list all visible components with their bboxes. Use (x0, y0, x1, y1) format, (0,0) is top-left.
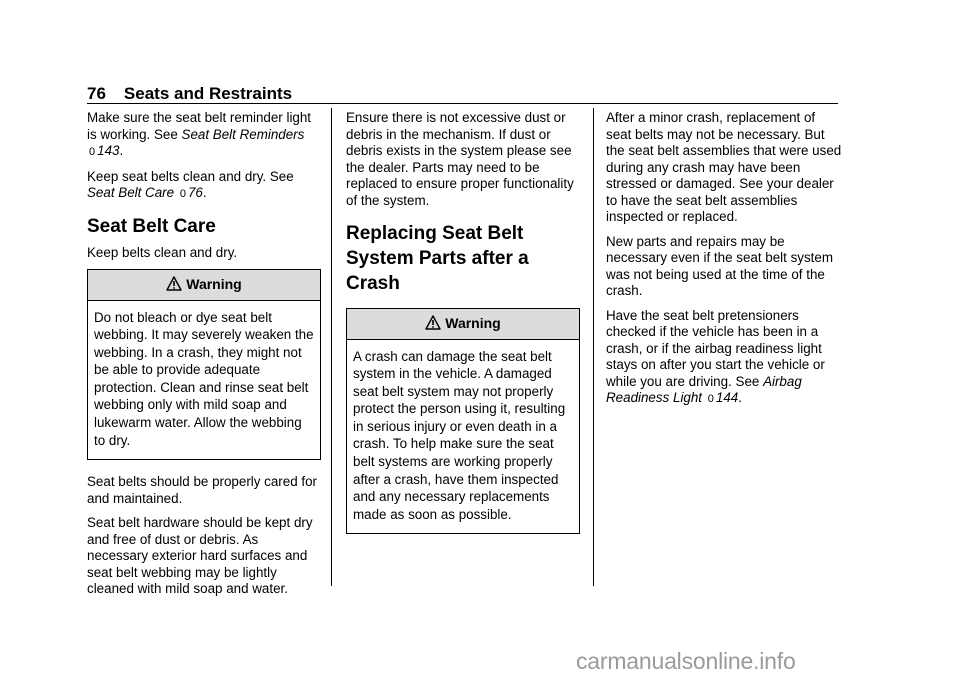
page-ref-icon: 0 (707, 393, 714, 405)
paragraph: New parts and repairs may be necessary even if the seat belt system was not being used at the time of the crash. (606, 233, 834, 298)
section-heading: Replacing Seat Belt System Parts after a Crash (346, 223, 529, 294)
page-ref[interactable]: 143 (97, 143, 120, 158)
warning-header (347, 309, 579, 340)
column-2 (346, 110, 580, 548)
warning-header (88, 270, 320, 301)
warning-title: Warning (186, 276, 242, 292)
page-ref[interactable]: 144 (715, 390, 739, 405)
column-divider-1 (331, 108, 332, 586)
cross-reference-link[interactable]: Seat Belt Reminders (181, 126, 305, 142)
page-ref-icon: 0 (179, 188, 186, 200)
page-ref-icon: 0 (89, 146, 96, 158)
warning-box (346, 308, 580, 534)
warning-body: A crash can damage the seat belt system in the vehicle. A damaged seat belt system may not properly protect the person using it, resulting in serious injury or even death in a crash. To help make sure the seat belt systems are working properly after a crash, have them inspected and any necessary replacements made as soon as possible. (353, 348, 566, 522)
section-heading: Seat Belt Care (87, 215, 216, 237)
section-title: Seats and Restraints (123, 84, 293, 103)
paragraph: Seat belt hardware should be kept dry and free of dust or debris. As necessary exterior hard surfaces and seat belt webbing may be lightly cleaned with mild soap and water. (87, 515, 313, 597)
warning-title: Warning (445, 315, 501, 331)
cross-reference-link[interactable]: Seat Belt Care (87, 185, 175, 200)
page-number: 76 (87, 84, 106, 103)
warning-body: Do not bleach or dye seat belt webbing. It may severely weaken the webbing. In a crash, they might not be able to provide adequate protection. Clean and rinse seat belt webbing only with mild soap and lukewarm water. Allow the webbing to dry. (94, 309, 314, 448)
paragraph: Keep seat belts clean and dry. See Seat Belt Care 0 76. (87, 168, 294, 200)
paragraph: Ensure there is not excessive dust or debris in the mechanism. If dust or debris exists in the system please see the dealer. Parts may need to be replaced to ensure proper functionality of the system. (346, 110, 574, 208)
paragraph: Keep belts clean and dry. (87, 244, 238, 260)
page-ref[interactable]: 76 (187, 185, 203, 200)
watermark: carmanualsonline.info (576, 648, 796, 674)
column-divider-2 (593, 108, 594, 586)
paragraph: Seat belts should be properly cared for and maintained. (87, 474, 318, 506)
warning-triangle-icon (425, 315, 441, 330)
cross-reference-link[interactable]: Airbag Readiness Light (606, 373, 802, 405)
warning-triangle-icon (166, 276, 182, 291)
column-3 (606, 110, 842, 416)
paragraph: Make sure the seat belt reminder light is working. See Seat Belt Reminders 0 143. (87, 110, 312, 158)
warning-box (87, 269, 321, 460)
column-1 (87, 110, 321, 606)
paragraph: After a minor crash, replacement of seat belts may not be necessary. But the seat belt assemblies that were used during any crash may have been stressed or damaged. See your dealer to have the seat belt assemblies inspected or replaced. (606, 110, 842, 224)
paragraph: Have the seat belt pretensioners checked if the vehicle has been in a crash, or if the airbag readiness light stays on after you start the vehicle or while you are driving. See Airbag Readiness Light 0 144. (606, 307, 825, 405)
header-rule (87, 103, 838, 104)
page-header (87, 84, 292, 104)
